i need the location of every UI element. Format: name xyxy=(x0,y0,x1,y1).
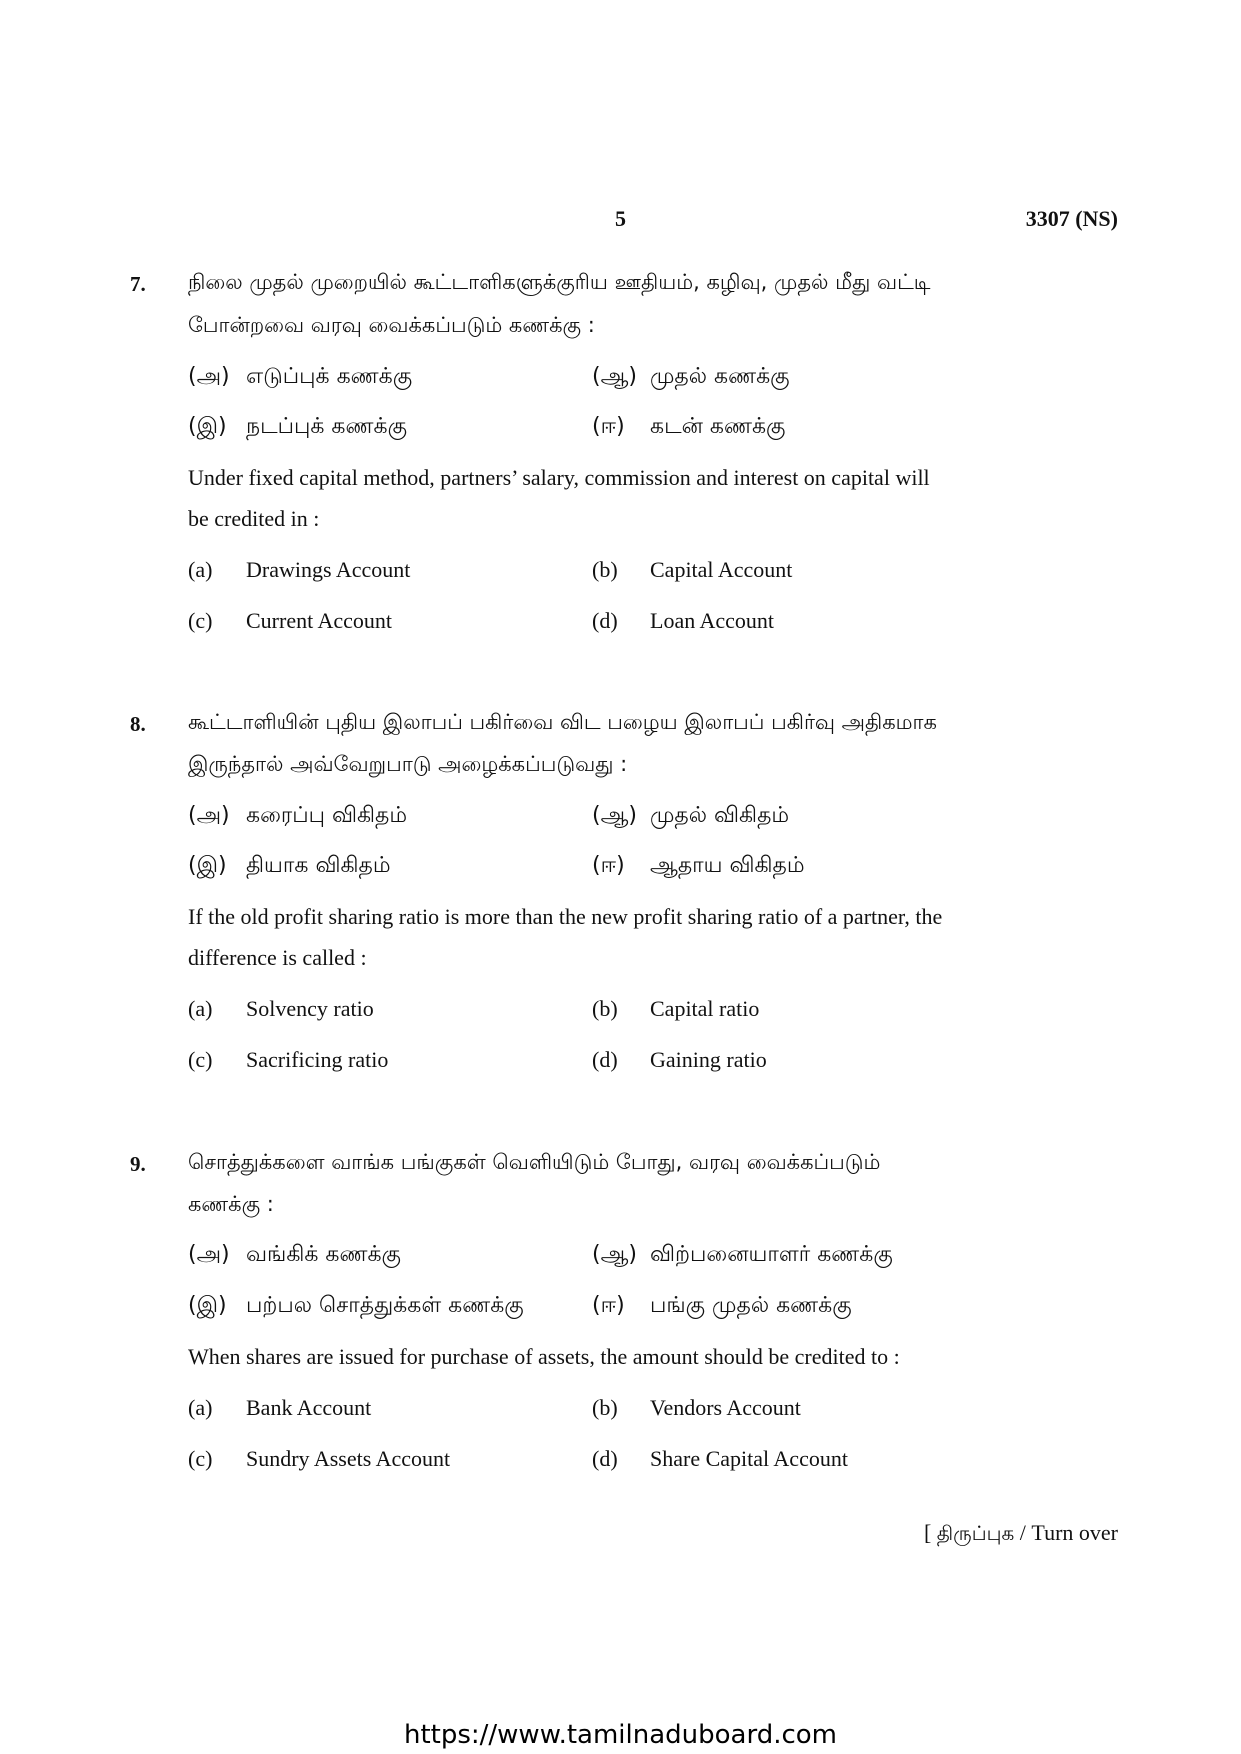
question-number: 8. xyxy=(130,712,146,736)
tamil-option-d: (ஈ) பங்கு முதல் கணக்கு xyxy=(592,1293,852,1318)
question-english-line-1: When shares are issued for purchase of assets, the amount should be credited to : xyxy=(188,1344,900,1369)
tamil-option-a: (அ) வங்கிக் கணக்கு xyxy=(188,1242,401,1267)
tamil-option-d: (ஈ) கடன் கணக்கு xyxy=(592,414,786,439)
tamil-option-a: (அ) எடுப்புக் கணக்கு xyxy=(188,364,413,389)
page-number: 5 xyxy=(615,206,626,231)
tamil-option-b: (ஆ) விற்பனையாளர் கணக்கு xyxy=(592,1242,893,1267)
english-option-a: (a) Solvency ratio xyxy=(188,996,374,1021)
tamil-option-c: (இ) நடப்புக் கணக்கு xyxy=(188,414,407,439)
english-option-b: (b) Capital Account xyxy=(592,557,793,582)
tamil-option-c: (இ) தியாக விகிதம் xyxy=(188,853,391,878)
tamil-option-b: (ஆ) முதல் விகிதம் xyxy=(592,803,790,828)
english-option-c: (c) Sundry Assets Account xyxy=(188,1446,451,1471)
english-option-d: (d) Share Capital Account xyxy=(592,1446,848,1471)
question-tamil-line-2: கணக்கு : xyxy=(188,1192,274,1216)
paper-code: 3307 (NS) xyxy=(1025,206,1118,231)
question-number: 7. xyxy=(130,272,146,296)
english-option-b: (b) Capital ratio xyxy=(592,996,760,1021)
english-option-a: (a) Drawings Account xyxy=(188,557,411,582)
question-number: 9. xyxy=(130,1152,146,1176)
question-tamil-line-2: இருந்தால் அவ்வேறுபாடு அழைக்கப்படுவது : xyxy=(188,752,628,776)
question-tamil-line-2: போன்றவை வரவு வைக்கப்படும் கணக்கு : xyxy=(188,313,595,337)
question-english-line-1: Under fixed capital method, partners’ salary, commission and interest on capital will xyxy=(188,465,930,490)
english-option-a: (a) Bank Account xyxy=(188,1395,372,1420)
english-option-c: (c) Current Account xyxy=(188,608,393,633)
question-tamil-line-1: நிலை முதல் முறையில் கூட்டாளிகளுக்குரிய ஊதியம், கழிவு, முதல் மீது வட்டி xyxy=(188,270,931,294)
tamil-option-d: (ஈ) ஆதாய விகிதம் xyxy=(592,853,805,878)
turn-over-note: [ திருப்புக / Turn over xyxy=(923,1520,1118,1545)
english-option-d: (d) Gaining ratio xyxy=(592,1047,767,1072)
english-option-b: (b) Vendors Account xyxy=(592,1395,801,1420)
question-english-line-1: If the old profit sharing ratio is more than the new profit sharing ratio of a partner, the xyxy=(188,904,943,929)
tamil-option-a: (அ) கரைப்பு விகிதம் xyxy=(188,803,408,828)
english-option-d: (d) Loan Account xyxy=(592,608,775,633)
footer-url: https://www.tamilnaduboard.com xyxy=(403,1720,838,1750)
question-tamil-line-1: சொத்துக்களை வாங்க பங்குகள் வெளியிடும் போது, வரவு வைக்கப்படும் xyxy=(188,1150,881,1174)
tamil-option-c: (இ) பற்பல சொத்துக்கள் கணக்கு xyxy=(188,1293,524,1318)
question-english-line-2: be credited in : xyxy=(188,506,320,531)
tamil-option-b: (ஆ) முதல் கணக்கு xyxy=(592,364,790,389)
english-option-c: (c) Sacrificing ratio xyxy=(188,1047,389,1072)
question-english-line-2: difference is called : xyxy=(188,945,367,970)
question-tamil-line-1: கூட்டாளியின் புதிய இலாபப் பகிர்வை விட பழைய இலாபப் பகிர்வு அதிகமாக xyxy=(188,710,937,734)
